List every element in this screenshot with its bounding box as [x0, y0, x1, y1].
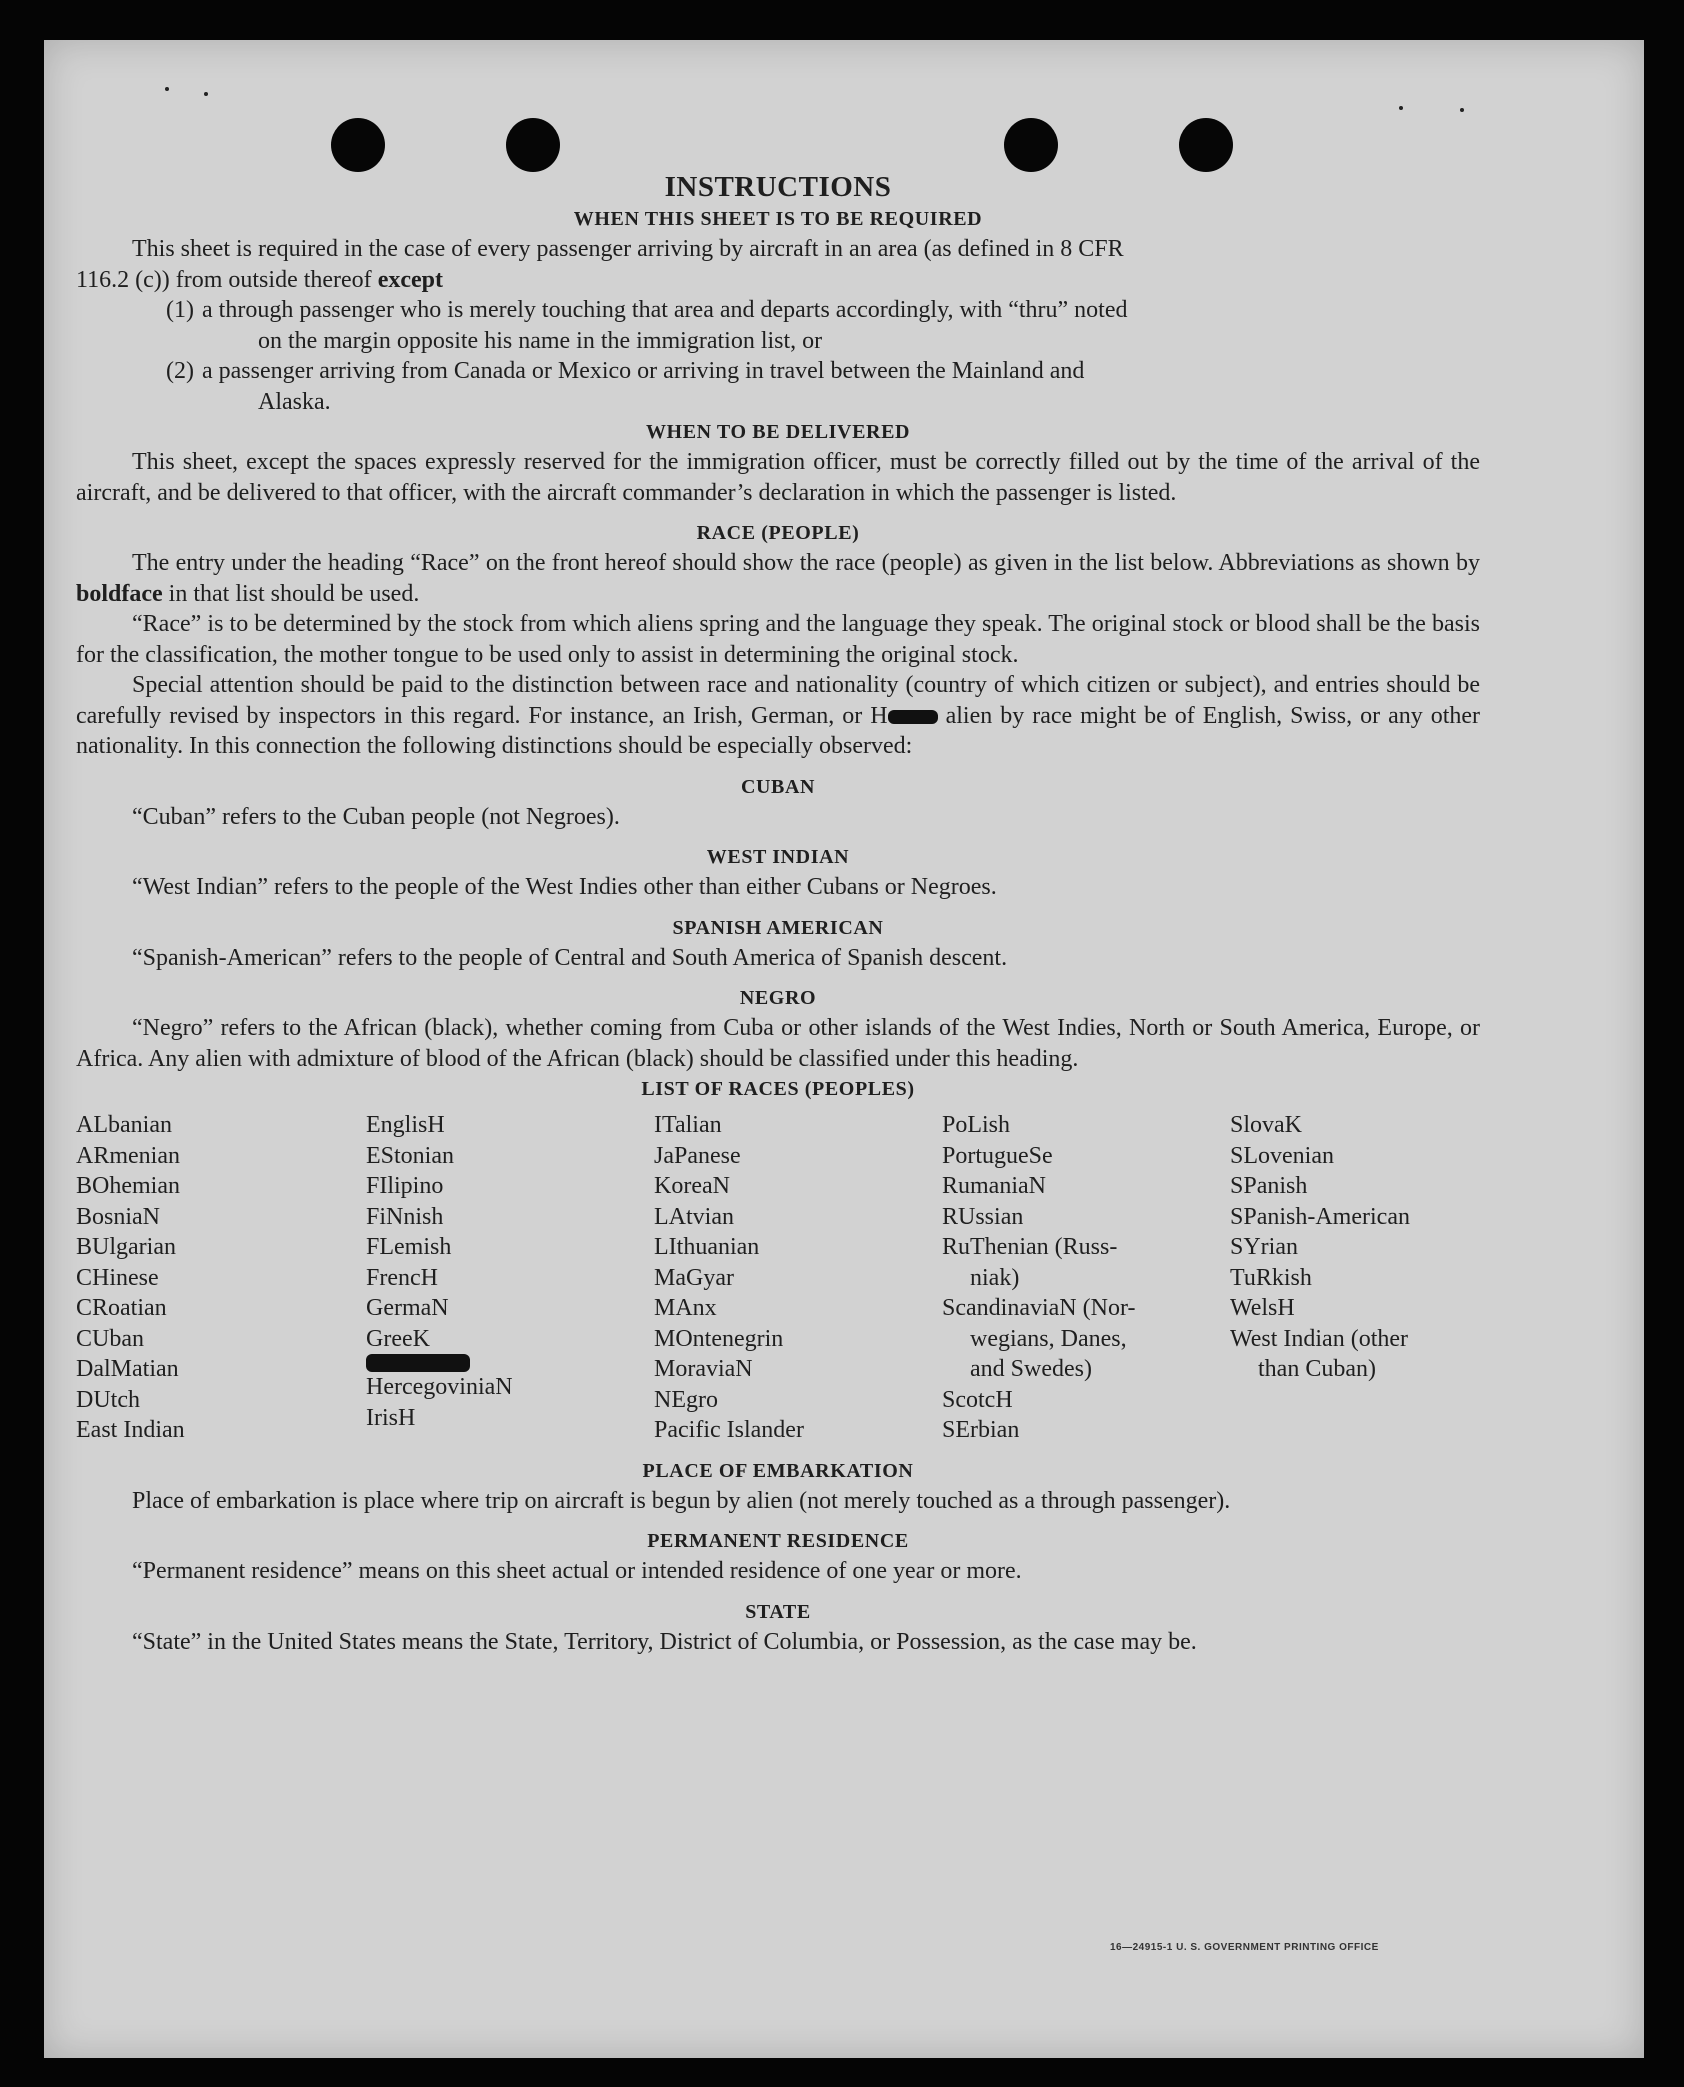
section-heading-west-indian: WEST INDIAN: [706, 846, 850, 868]
races-column-3: [654, 1110, 942, 1446]
race-item: FrencH: [366, 1264, 438, 1291]
race-item: NEgro: [654, 1386, 718, 1413]
race-item: BUlgarian: [76, 1234, 176, 1260]
speck: [1399, 106, 1403, 110]
race-item: SLovenian: [1230, 1142, 1334, 1169]
west-indian-paragraph: “West Indian” refers to the people of the West Indies other than either Cubans or Negroes.: [132, 874, 997, 900]
race-item: KoreaN: [654, 1173, 730, 1199]
race-item: HercegoviniaN: [366, 1374, 513, 1400]
redaction-mark: [366, 1354, 470, 1372]
redaction-mark: [888, 710, 938, 724]
section-heading-negro: NEGRO: [739, 987, 817, 1009]
section-heading-embarkation: PLACE OF EMBARKATION: [642, 1459, 914, 1482]
race-item-continued: niak): [970, 1264, 1020, 1291]
speck: [165, 87, 169, 91]
race-item: FLemish: [366, 1234, 452, 1260]
section-heading-list-of-races: LIST OF RACES (PEOPLES): [641, 1078, 915, 1100]
section-heading-required: WHEN THIS SHEET IS TO BE REQUIRED: [573, 208, 983, 230]
required-intro-line2: 116.2 (c)) from outside thereof except: [76, 266, 443, 293]
race-item: FiNnish: [366, 1203, 444, 1230]
race-item: ScandinaviaN (Nor-: [942, 1295, 1136, 1321]
race-item-continued: than Cuban): [1258, 1356, 1376, 1382]
race-item-redacted: [366, 1354, 654, 1372]
punch-hole: [1004, 118, 1058, 172]
race-item: BOhemian: [76, 1173, 180, 1199]
race-item-continued: wegians, Danes,: [970, 1325, 1127, 1352]
race-item: LIthuanian: [654, 1234, 760, 1260]
race-item: EStonian: [366, 1142, 454, 1169]
punch-hole: [331, 118, 385, 172]
race-item: MaGyar: [654, 1264, 734, 1291]
race-item: West Indian (other: [1230, 1325, 1409, 1352]
race-paragraph-2: “Race” is to be determined by the stock from which aliens spring and the language they speak. The original stock or blood shall be the basis for the classification, the mother tongue to be used only to assist in determining the original stock.: [76, 611, 1480, 668]
section-heading-state: STATE: [745, 1600, 811, 1623]
punch-hole: [1179, 118, 1233, 172]
race-item: GermaN: [366, 1295, 449, 1321]
race-item: ALbanian: [76, 1112, 172, 1138]
races-list: [76, 1110, 1480, 1446]
race-item: FIlipino: [366, 1173, 444, 1199]
section-heading-delivered: WHEN TO BE DELIVERED: [645, 421, 911, 443]
section-heading-spanish-american: SPANISH AMERICAN: [672, 916, 884, 939]
race-item: BosniaN: [76, 1203, 160, 1230]
race-item: SlovaK: [1230, 1112, 1302, 1138]
exception-item-1: (1) a through passenger who is merely touching that area and departs accordingly, with “thru” noted on the margin opposite his name in the immigration list, or: [166, 297, 1128, 354]
exception-item-2: (2) a passenger arriving from Canada or Mexico or arriving in travel between the Mainland and Alaska.: [166, 358, 1085, 415]
section-heading-residence: PERMANENT RESIDENCE: [647, 1530, 909, 1552]
race-item: SErbian: [942, 1417, 1020, 1443]
required-intro-line1: This sheet is required in the case of every passenger arriving by aircraft in an area (as defined in 8 CFR: [132, 236, 1124, 262]
race-item: PortugueSe: [942, 1142, 1053, 1169]
race-item: DUtch: [76, 1386, 140, 1413]
race-paragraph-1: The entry under the heading “Race” on the front hereof should show the race (people) as given in the list below. Abbreviations as shown by boldface in that list should be used.: [76, 550, 1480, 607]
race-item: CHinese: [76, 1264, 159, 1291]
race-item: IrisH: [366, 1404, 416, 1431]
spanish-american-paragraph: “Spanish-American” refers to the people of Central and South America of Spanish descent.: [132, 944, 1008, 971]
delivered-paragraph: This sheet, except the spaces expressly reserved for the immigration officer, must be correctly filled out by the time of the arrival of the aircraft, and be delivered to that officer, with the aircraft commander’s declaration in which the passenger is listed.: [76, 449, 1480, 506]
race-item: TuRkish: [1230, 1264, 1312, 1291]
race-item: CRoatian: [76, 1295, 167, 1321]
race-item: PoLish: [942, 1112, 1011, 1138]
race-item: RumaniaN: [942, 1173, 1046, 1199]
printing-office-footer: 16—24915-1 U. S. GOVERNMENT PRINTING OFFICE: [1110, 1942, 1379, 1953]
negro-paragraph: “Negro” refers to the African (black), whether coming from Cuba or other islands of the West Indies, North or South America, Europe, or Africa. Any alien with admixture of blood of the African (black) should be classified under this heading.: [76, 1015, 1480, 1072]
race-item: ScotcH: [942, 1386, 1013, 1413]
speck: [1460, 108, 1464, 112]
race-item: East Indian: [76, 1417, 185, 1443]
section-heading-race: RACE (PEOPLE): [696, 522, 860, 544]
race-item: MAnx: [654, 1295, 717, 1321]
race-item: LAtvian: [654, 1203, 734, 1230]
race-item-continued: and Swedes): [970, 1356, 1092, 1382]
race-item: SPanish-American: [1230, 1203, 1410, 1230]
races-column-5: [1230, 1110, 1480, 1446]
race-item: CUban: [76, 1325, 144, 1352]
section-heading-cuban: CUBAN: [740, 775, 816, 798]
embarkation-paragraph: Place of embarkation is place where trip on aircraft is begun by alien (not merely touched as a through passenger).: [132, 1487, 1231, 1514]
speck: [204, 92, 208, 96]
race-item: GreeK: [366, 1325, 430, 1352]
page-title: INSTRUCTIONS: [664, 171, 892, 203]
race-item: JaPanese: [654, 1142, 741, 1169]
race-item: MOntenegrin: [654, 1325, 784, 1352]
residence-paragraph: “Permanent residence” means on this sheet actual or intended residence of one year or more.: [132, 1558, 1022, 1584]
race-item: DalMatian: [76, 1356, 179, 1382]
race-item: RuThenian (Russ-: [942, 1234, 1118, 1260]
races-column-4: [942, 1110, 1230, 1446]
race-item: RUssian: [942, 1203, 1024, 1230]
race-paragraph-3: Special attention should be paid to the distinction between race and nationality (country of which citizen or subject), and entries should be carefully revised by inspectors in this regard. For instance, an Irish, German, or H alien by race might be of English, Swiss, or any other nationality. In this connection the following distinctions should be especially observed:: [76, 672, 1481, 759]
punch-hole: [506, 118, 560, 172]
race-item: SPanish: [1230, 1173, 1308, 1199]
cuban-paragraph: “Cuban” refers to the Cuban people (not Negroes).: [132, 803, 620, 830]
races-column-2: [366, 1110, 654, 1446]
race-item: Pacific Islander: [654, 1417, 804, 1443]
race-item: WelsH: [1230, 1295, 1295, 1321]
state-paragraph: “State” in the United States means the State, Territory, District of Columbia, or Possession, as the case may be.: [132, 1628, 1197, 1655]
instructions-document: [76, 170, 1480, 1657]
race-item: SYrian: [1230, 1234, 1298, 1260]
race-item: ARmenian: [76, 1142, 180, 1169]
race-item: ITalian: [654, 1112, 722, 1138]
race-item: EnglisH: [366, 1112, 445, 1138]
races-column-1: [76, 1110, 366, 1446]
race-item: MoraviaN: [654, 1356, 753, 1382]
